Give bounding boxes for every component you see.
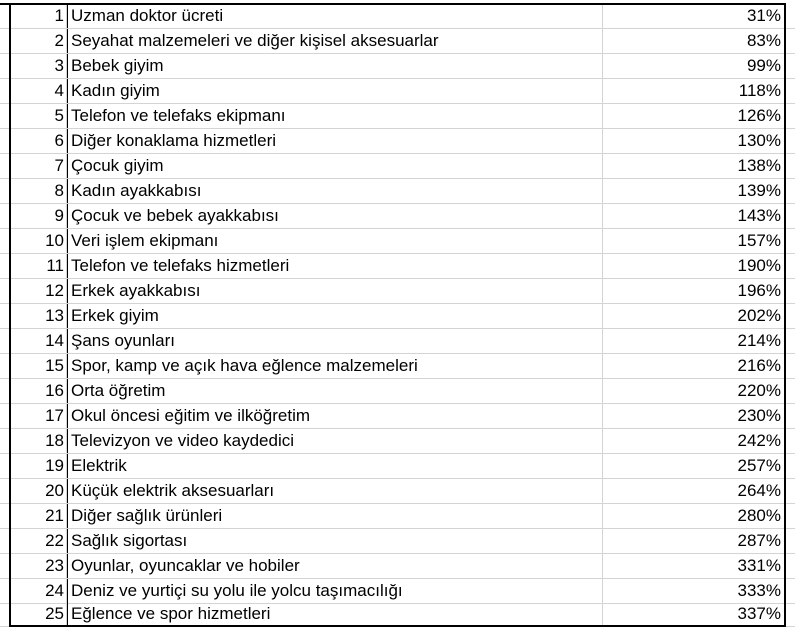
table-row[interactable] (0, 602, 795, 627)
table-left-border (9, 3, 11, 627)
item-name-cell[interactable]: Oyunlar, oyuncaklar ve hobiler (67, 554, 603, 578)
item-name-cell[interactable]: Orta öğretim (67, 379, 603, 403)
table-row[interactable] (0, 204, 795, 229)
row-number: 4 (0, 79, 67, 103)
table-row[interactable] (0, 154, 795, 179)
item-name-cell[interactable]: Kadın giyim (67, 79, 603, 103)
table-row[interactable] (0, 404, 795, 429)
table-row[interactable] (0, 579, 795, 604)
row-number: 19 (0, 454, 67, 478)
percent-cell[interactable]: 118% (603, 79, 786, 103)
percent-cell[interactable]: 230% (603, 404, 786, 428)
row-number: 11 (0, 254, 67, 278)
row-number: 16 (0, 379, 67, 403)
percent-cell[interactable]: 196% (603, 279, 786, 303)
item-name-cell[interactable]: Şans oyunları (67, 329, 603, 353)
row-number: 22 (0, 529, 67, 553)
table-row[interactable] (0, 329, 795, 354)
row-number: 5 (0, 104, 67, 128)
item-name-cell[interactable]: Erkek giyim (67, 304, 603, 328)
table-row[interactable] (0, 529, 795, 554)
percent-cell[interactable]: 331% (603, 554, 786, 578)
table-row[interactable] (0, 54, 795, 79)
item-name-cell[interactable]: Diğer sağlık ürünleri (67, 504, 603, 528)
percent-cell[interactable]: 99% (603, 54, 786, 78)
item-name-cell[interactable]: Spor, kamp ve açık hava eğlence malzemeleri (67, 354, 603, 378)
percent-cell[interactable]: 138% (603, 154, 786, 178)
table-row[interactable] (0, 379, 795, 404)
percent-cell[interactable]: 264% (603, 479, 786, 503)
table-row[interactable] (0, 304, 795, 329)
row-number: 25 (0, 602, 67, 626)
percent-cell[interactable]: 216% (603, 354, 786, 378)
item-name-cell[interactable]: Küçük elektrik aksesuarları (67, 479, 603, 503)
table-row[interactable] (0, 354, 795, 379)
item-name-cell[interactable]: Telefon ve telefaks ekipmanı (67, 104, 603, 128)
row-number: 14 (0, 329, 67, 353)
item-name-cell[interactable]: Seyahat malzemeleri ve diğer kişisel aksesuarlar (67, 29, 603, 53)
item-name-cell[interactable]: Eğlence ve spor hizmetleri (67, 602, 603, 626)
row-number: 13 (0, 304, 67, 328)
row-number: 12 (0, 279, 67, 303)
percent-cell[interactable]: 333% (603, 579, 786, 603)
table-row[interactable] (0, 4, 795, 29)
percent-cell[interactable]: 190% (603, 254, 786, 278)
row-number: 1 (0, 4, 67, 28)
table-row[interactable] (0, 554, 795, 579)
table-row[interactable] (0, 254, 795, 279)
table-row[interactable] (0, 454, 795, 479)
row-number: 9 (0, 204, 67, 228)
percent-cell[interactable]: 143% (603, 204, 786, 228)
row-number: 15 (0, 354, 67, 378)
item-name-cell[interactable]: Çocuk ve bebek ayakkabısı (67, 204, 603, 228)
table-row[interactable] (0, 279, 795, 304)
item-name-cell[interactable]: Bebek giyim (67, 54, 603, 78)
percent-cell[interactable]: 31% (603, 4, 786, 28)
item-name-cell[interactable]: Erkek ayakkabısı (67, 279, 603, 303)
table-row[interactable] (0, 29, 795, 54)
table-row[interactable] (0, 479, 795, 504)
item-name-cell[interactable]: Elektrik (67, 454, 603, 478)
row-number: 21 (0, 504, 67, 528)
item-name-cell[interactable]: Diğer konaklama hizmetleri (67, 129, 603, 153)
item-name-cell[interactable]: Veri işlem ekipmanı (67, 229, 603, 253)
percent-cell[interactable]: 257% (603, 454, 786, 478)
row-number: 24 (0, 579, 67, 603)
row-number: 17 (0, 404, 67, 428)
row-number: 6 (0, 129, 67, 153)
item-name-cell[interactable]: Kadın ayakkabısı (67, 179, 603, 203)
item-name-cell[interactable]: Televizyon ve video kaydedici (67, 429, 603, 453)
percent-cell[interactable]: 287% (603, 529, 786, 553)
item-name-cell[interactable]: Okul öncesi eğitim ve ilköğretim (67, 404, 603, 428)
item-name-cell[interactable]: Çocuk giyim (67, 154, 603, 178)
percent-cell[interactable]: 337% (603, 602, 786, 626)
percent-cell[interactable]: 139% (603, 179, 786, 203)
percent-cell[interactable]: 220% (603, 379, 786, 403)
row-number: 8 (0, 179, 67, 203)
row-number: 3 (0, 54, 67, 78)
table-row[interactable] (0, 429, 795, 454)
row-number: 23 (0, 554, 67, 578)
table-row[interactable] (0, 79, 795, 104)
percent-cell[interactable]: 242% (603, 429, 786, 453)
table-row[interactable] (0, 179, 795, 204)
table-row[interactable] (0, 229, 795, 254)
percent-cell[interactable]: 130% (603, 129, 786, 153)
percent-cell[interactable]: 157% (603, 229, 786, 253)
table-row[interactable] (0, 504, 795, 529)
percent-cell[interactable]: 214% (603, 329, 786, 353)
row-number: 20 (0, 479, 67, 503)
percent-cell[interactable]: 83% (603, 29, 786, 53)
table-row[interactable] (0, 129, 795, 154)
percent-cell[interactable]: 202% (603, 304, 786, 328)
row-number: 10 (0, 229, 67, 253)
item-name-cell[interactable]: Telefon ve telefaks hizmetleri (67, 254, 603, 278)
item-name-cell[interactable]: Deniz ve yurtiçi su yolu ile yolcu taşımacılığı (67, 579, 603, 603)
table-top-border (0, 3, 786, 5)
row-number: 7 (0, 154, 67, 178)
percent-cell[interactable]: 280% (603, 504, 786, 528)
table-row[interactable] (0, 104, 795, 129)
table-right-border (784, 3, 786, 627)
row-number: 18 (0, 429, 67, 453)
item-name-cell[interactable]: Sağlık sigortası (67, 529, 603, 553)
table-bottom-border (9, 625, 786, 627)
percent-cell[interactable]: 126% (603, 104, 786, 128)
item-name-cell[interactable]: Uzman doktor ücreti (67, 4, 603, 28)
row-number: 2 (0, 29, 67, 53)
